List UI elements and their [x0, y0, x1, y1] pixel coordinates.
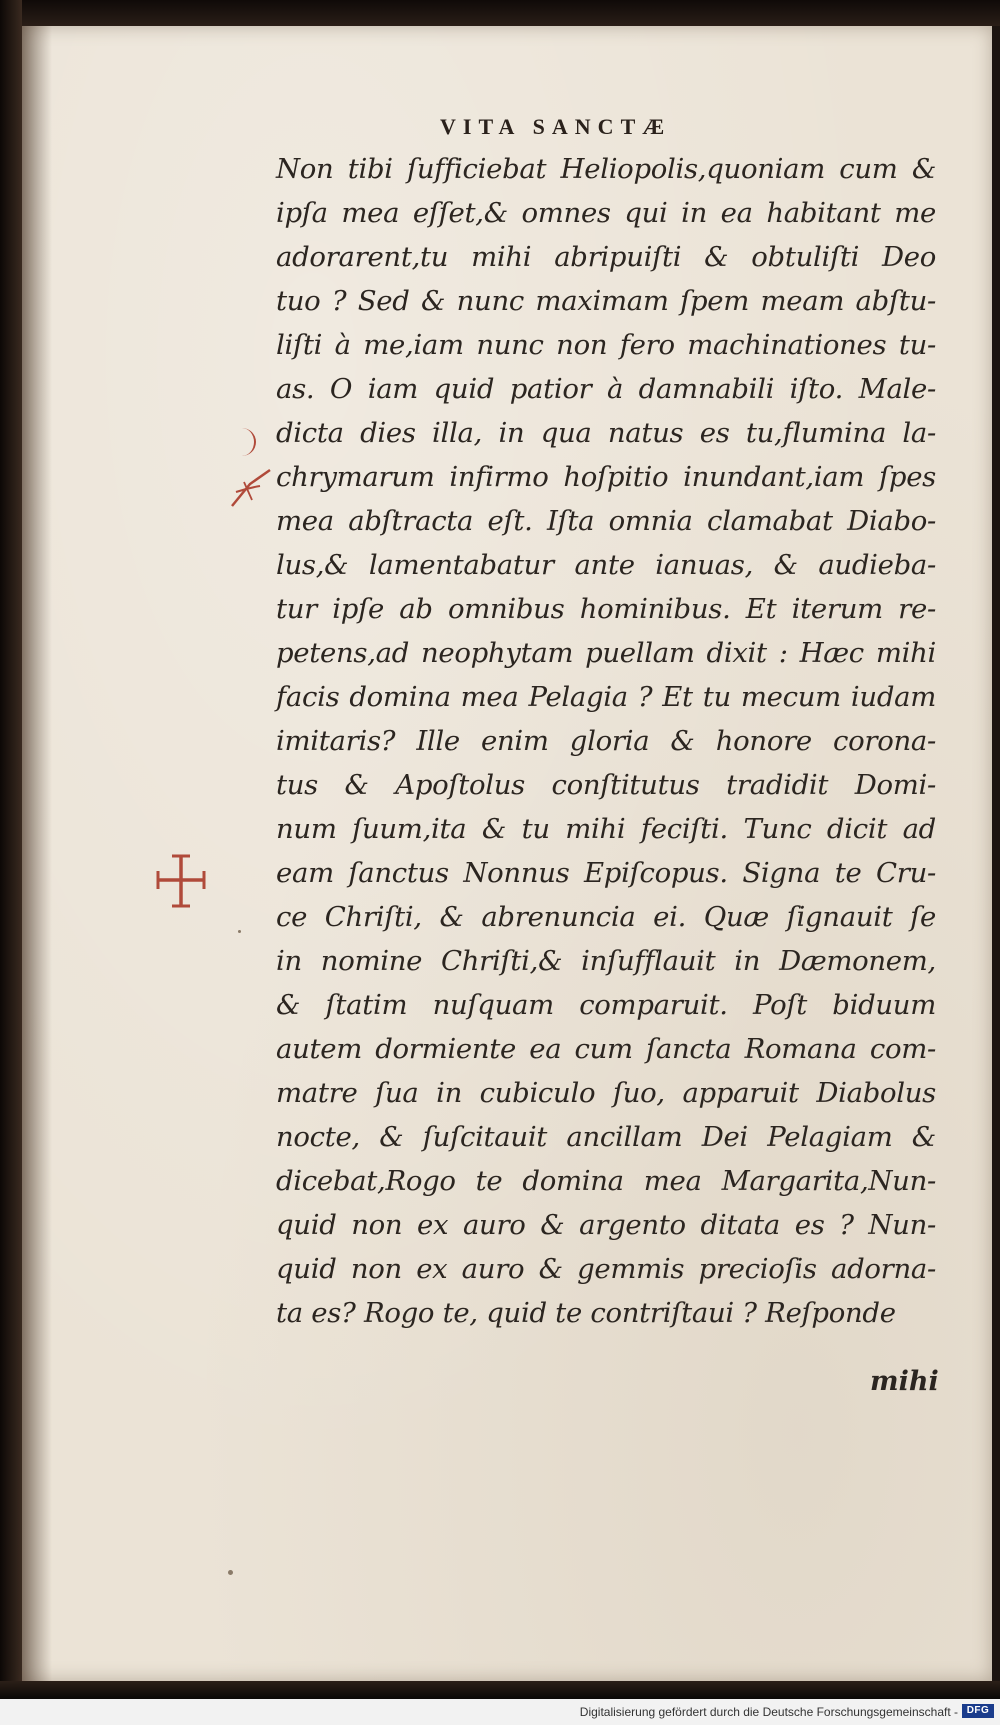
margin-pen-flourish-icon — [226, 462, 276, 512]
paper-speck — [238, 930, 241, 933]
text-line: dicebat,Rogo te domina mea Margarita,Nun- — [276, 1165, 936, 1197]
text-line: autem dormiente ea cum ſancta Romana com- — [276, 1033, 936, 1065]
margin-cross-mark-icon — [150, 850, 212, 912]
text-line: quid non ex auro & gemmis precioſis adorna- — [276, 1253, 936, 1285]
text-line: chrymarum infirmo hoſpitio inundant,iam ſpes — [276, 461, 936, 493]
text-line: ta es? Rogo te, quid te contriſtaui ? Reſponde — [276, 1297, 896, 1329]
text-line: adorarent,tu mihi abripuiſti & obtuliſti Deo — [276, 241, 936, 273]
text-line: tuo ? Sed & nunc maximam ſpem meam abſtu- — [276, 285, 936, 317]
dfg-logo-icon: DFG — [962, 1704, 994, 1718]
text-line: & ſtatim nuſquam comparuit. Poſt biduum — [276, 989, 936, 1021]
footer-credit-text: Digitalisierung gefördert durch die Deutsche Forschungsgemeinschaft - — [579, 1705, 958, 1719]
text-line: eam ſanctus Nonnus Epiſcopus. Signa te Cru- — [276, 857, 936, 889]
text-line: tus & Apoſtolus conſtitutus tradidit Domi- — [276, 769, 936, 801]
paper-speck — [228, 1570, 233, 1575]
text-line: mea abſtracta eſt. Iſta omnia clamabat Diabo- — [276, 505, 936, 537]
text-line: nocte, & ſuſcitauit ancillam Dei Pelagiam & — [276, 1121, 936, 1153]
text-line: liſti à me,iam nunc non fero machinationes tu- — [276, 329, 936, 361]
text-line: in nomine Chriſti,& inſufflauit in Dæmonem, — [276, 945, 936, 977]
text-line: as. O iam quid patior à damnabili iſto. Male- — [276, 373, 936, 405]
text-line: Non tibi ſufficiebat Heliopolis,quoniam cum & — [276, 153, 936, 185]
text-line: imitaris? Ille enim gloria & honore corona- — [276, 725, 936, 757]
text-line: dicta dies illa, in qua natus es tu,flumina la- — [276, 417, 936, 449]
scan-left-edge — [0, 0, 22, 1725]
text-line: matre ſua in cubiculo ſuo, apparuit Diabolus — [276, 1077, 936, 1109]
text-line: num ſuum,ita & tu mihi feciſti. Tunc dicit ad — [276, 813, 936, 845]
text-block — [276, 147, 936, 1335]
text-line: ce Chriſti, & abrenuncia ei. Quæ ſignauit ſe — [276, 901, 936, 933]
scan-top-edge — [0, 0, 1000, 26]
scan-bottom-edge — [0, 1681, 1000, 1699]
text-line: ipſa mea eſſet,& omnes qui in ea habitant me — [276, 197, 936, 229]
catchword: mihi — [870, 1366, 939, 1397]
digitization-footer — [0, 1699, 1000, 1725]
text-line: petens,ad neophytam puellam dixit : Hæc mihi — [276, 637, 936, 669]
running-head: VITA SANCTÆ — [440, 114, 672, 139]
text-line: quid non ex auro & argento ditata es ? Nun- — [276, 1209, 936, 1241]
text-line: lus,& lamentabatur ante ianuas, & audieba- — [276, 549, 936, 581]
text-line: tur ipſe ab omnibus hominibus. Et iterum re- — [276, 593, 936, 625]
page-gutter-shadow — [22, 26, 52, 1681]
text-line: facis domina mea Pelagia ? Et tu mecum iudam — [276, 681, 936, 713]
